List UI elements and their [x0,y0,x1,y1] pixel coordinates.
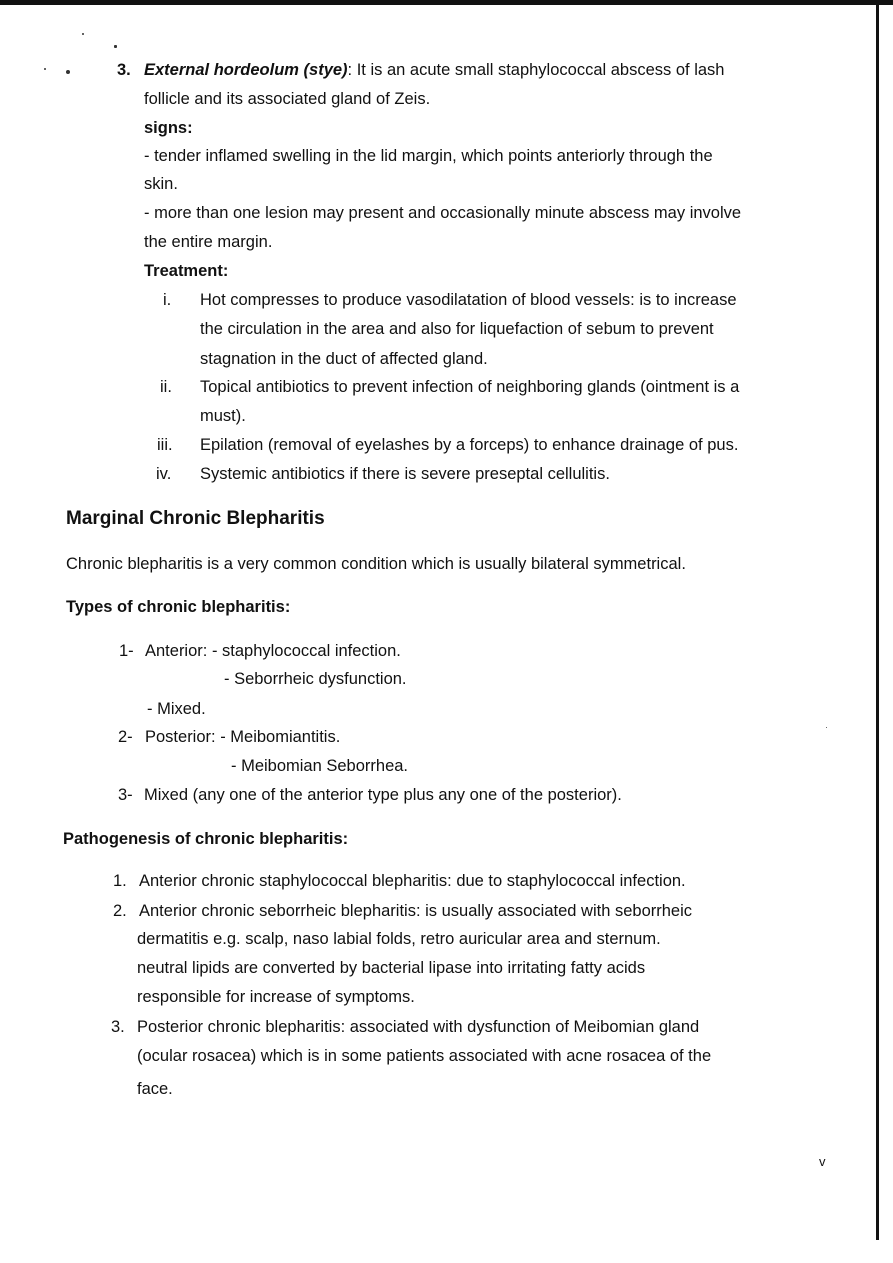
scan-speck [82,33,84,35]
type-3-line1: Mixed (any one of the anterior type plus any one of the posterior). [144,786,622,804]
patho-2-line2: dermatitis e.g. scalp, naso labial folds, retro auricular area and sternum. [137,930,661,948]
scan-speck [44,68,46,70]
type-1-line2: - Seborrheic dysfunction. [224,670,407,688]
hordeolum-definition-line2: follicle and its associated gland of Zeis. [144,90,431,108]
blepharitis-intro: Chronic blepharitis is a very common condition which is usually bilateral symmetrical. [66,555,686,573]
signs-heading: signs: [144,119,193,137]
treatment-3-number: iii. [157,436,173,454]
sign-1-line2: skin. [144,175,178,193]
treatment-2-line1: Topical antibiotics to prevent infection of neighboring glands (ointment is a [200,378,740,396]
treatment-2-number: ii. [160,378,172,396]
page-right-border [876,0,879,1240]
hordeolum-definition: : It is an acute small staphylococcal abscess of lash [347,61,725,79]
patho-2-number: 2. [113,902,127,920]
list-marker: 3. [117,61,131,79]
page-number: v [819,1154,826,1169]
treatment-heading: Treatment: [144,262,229,280]
section-heading: Marginal Chronic Blepharitis [66,508,325,529]
hordeolum-definition-line1 [144,61,724,80]
treatment-1-line1: Hot compresses to produce vasodilatation of blood vessels: is to increase [200,291,737,309]
treatment-4-line1: Systemic antibiotics if there is severe preseptal cellulitis. [200,465,610,483]
treatment-2-line2: must). [200,407,246,425]
patho-3-line1: Posterior chronic blepharitis: associated with dysfunction of Meibomian gland [137,1018,700,1036]
treatment-1-line2: the circulation in the area and also for liquefaction of sebum to prevent [200,320,714,338]
patho-3-line3: face. [137,1080,173,1098]
pathogenesis-heading: Pathogenesis of chronic blepharitis: [63,830,349,848]
treatment-3-line1: Epilation (removal of eyelashes by a forceps) to enhance drainage of pus. [200,436,739,454]
sign-2-line2: the entire margin. [144,233,273,251]
bullet-dot [66,70,70,74]
scan-speck [114,45,117,48]
type-2-line1: Posterior: - Meibomiantitis. [145,728,341,746]
hordeolum-term: External hordeolum (stye) [144,61,348,79]
scan-speck [826,727,827,728]
sign-2-line1: - more than one lesion may present and occasionally minute abscess may involve [144,204,742,222]
patho-1-line1: Anterior chronic staphylococcal blepharitis: due to staphylococcal infection. [139,872,686,890]
patho-2-line4: responsible for increase of symptoms. [137,988,415,1006]
treatment-1-line3: stagnation in the duct of affected gland. [200,350,488,368]
type-1-line3: - Mixed. [147,700,206,718]
type-2-number: 2- [118,728,133,746]
type-2-line2: - Meibomian Seborrhea. [231,757,409,775]
patho-3-line2: (ocular rosacea) which is in some patients associated with acne rosacea of the [137,1047,712,1065]
type-3-number: 3- [118,786,133,804]
type-1-line1: Anterior: - staphylococcal infection. [145,642,401,660]
patho-2-line3: neutral lipids are converted by bacterial lipase into irritating fatty acids [137,959,646,977]
types-heading: Types of chronic blepharitis: [66,598,291,616]
page-top-border [0,0,893,5]
patho-2-line1: Anterior chronic seborrheic blepharitis: is usually associated with seborrheic [139,902,693,920]
patho-3-number: 3. [111,1018,125,1036]
type-1-number: 1- [119,642,134,660]
treatment-4-number: iv. [156,465,172,483]
patho-1-number: 1. [113,872,127,890]
sign-1-line1: - tender inflamed swelling in the lid margin, which points anteriorly through the [144,147,713,165]
treatment-1-number: i. [163,291,172,309]
